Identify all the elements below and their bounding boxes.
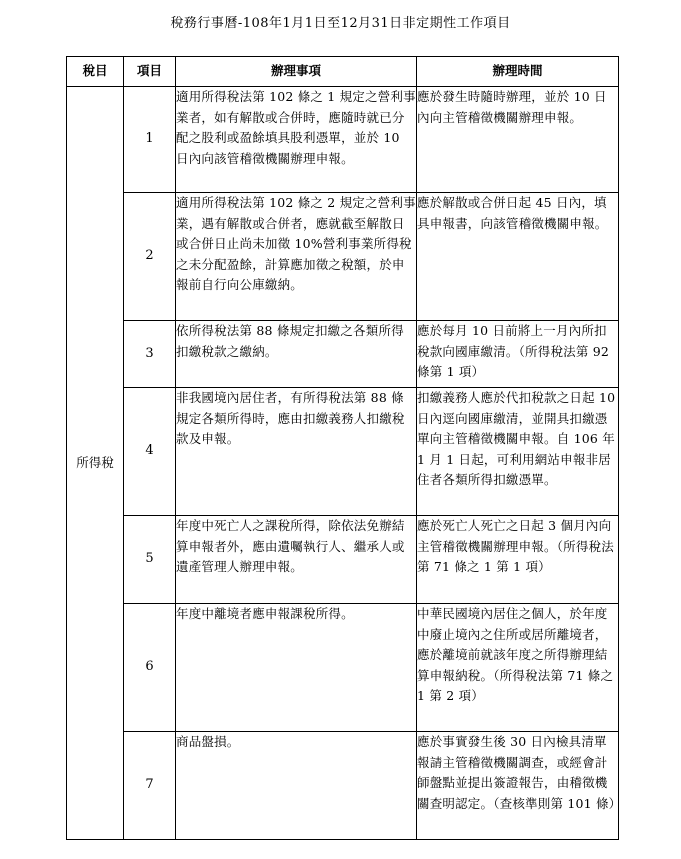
item-number: 1 [124,87,176,193]
matter-cell: 適用所得稅法第 102 條之 2 規定之營利事業，遇有解散或合併者，應就截至解散日或合併日止尚未加徵 10%營利事業所得稅之未分配盈餘，計算應加徵之稅額，於申報前自行向公庫繳納。 [176,193,417,321]
matter-cell: 適用所得稅法第 102 條之 1 規定之營利事業者，如有解散或合併時，應隨時就已分配之股利或盈餘填具股利憑單，並於 10 日內向該管稽徵機關辦理申報。 [176,87,417,193]
matter-cell: 年度中離境者應申報課稅所得。 [176,604,417,732]
matter-cell: 非我國境內居住者，有所得稅法第 88 條規定各類所得時，應由扣繳義務人扣繳稅款及申報。 [176,388,417,516]
time-cell: 應於每月 10 日前將上一月內所扣稅款向國庫繳清。（所得稅法第 92 條第 1 項） [417,321,619,388]
time-cell: 應於解散或合併日起 45 日內，填具申報書，向該管稽徵機關申報。 [417,193,619,321]
item-number: 7 [124,732,176,840]
header-time: 辦理時間 [417,57,619,87]
item-number: 4 [124,388,176,516]
header-matter: 辦理事項 [176,57,417,87]
time-cell: 扣繳義務人應於代扣稅款之日起 10 日內逕向國庫繳清，並開具扣繳憑單向主管稽徵機關申報。自 106 年 1 月 1 日起，可利用網站申報非居住者各類所得扣繳憑單。 [417,388,619,516]
table-row [67,87,619,193]
header-row [67,57,619,87]
tax-calendar-table [66,56,622,840]
table-row [67,604,619,732]
table-row [67,193,619,321]
document-title: 稅務行事曆-108年1月1日至12月31日非定期性工作項目 [170,16,511,31]
item-number: 5 [124,516,176,604]
category-cell: 所得稅 [67,87,124,840]
table-row [67,388,619,516]
table-row [67,321,619,388]
item-number: 2 [124,193,176,321]
matter-cell: 依所得稅法第 88 條規定扣繳之各類所得扣繳稅款之繳納。 [176,321,417,388]
header-category: 稅目 [67,57,124,87]
item-number: 3 [124,321,176,388]
table-row [67,732,619,840]
matter-cell: 商品盤損。 [176,732,417,840]
time-cell: 中華民國境內居住之個人，於年度中廢止境內之住所或居所離境者，應於離境前就該年度之所得辦理結算申報納稅。（所得稅法第 71 條之 1 第 2 項） [417,604,619,732]
time-cell: 應於事實發生後 30 日內檢具清單報請主管稽徵機關調查，或經會計師盤點並提出簽證報告，由稽徵機關查明認定。（查核準則第 101 條） [417,732,619,840]
header-item: 項目 [124,57,176,87]
item-number: 6 [124,604,176,732]
time-cell: 應於死亡人死亡之日起 3 個月內向主管稽徵機關辦理申報。（所得稅法第 71 條之 1 第 1 項） [417,516,619,604]
table-row [67,516,619,604]
matter-cell: 年度中死亡人之課稅所得，除依法免辦結算申報者外，應由遺囑執行人、繼承人或遺產管理人辦理申報。 [176,516,417,604]
time-cell: 應於發生時隨時辦理，並於 10 日內向主管稽徵機關辦理申報。 [417,87,619,193]
